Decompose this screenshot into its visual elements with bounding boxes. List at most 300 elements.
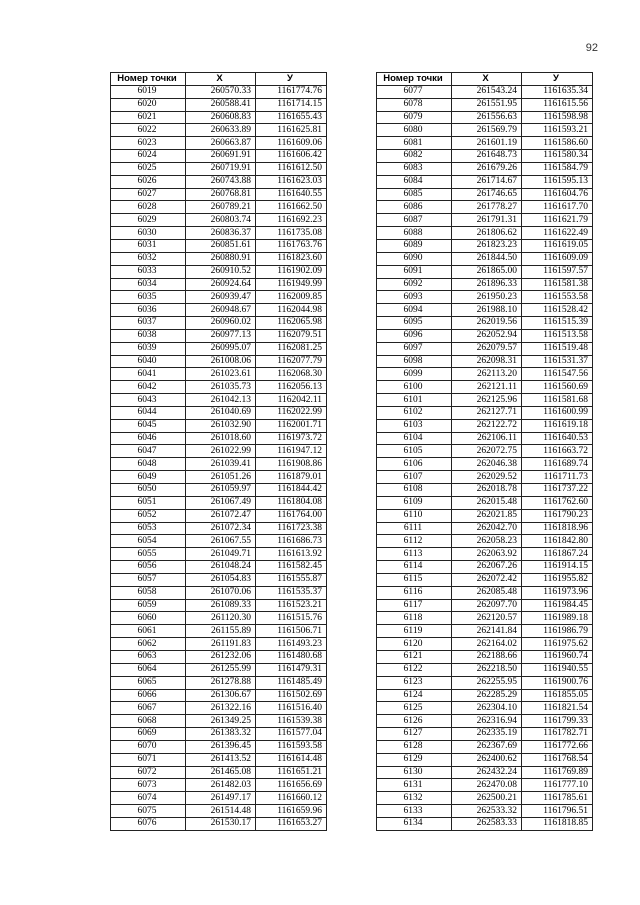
cell-y: 1161818.85: [522, 817, 593, 830]
cell-y: 1161604.76: [522, 188, 593, 201]
cell-x: 262067.26: [452, 561, 522, 574]
cell-y: 1161515.76: [256, 612, 327, 625]
cell-y: 1161782.71: [522, 728, 593, 741]
cell-x: 260836.37: [186, 227, 256, 240]
cell-x: 262470.08: [452, 779, 522, 792]
cell-x: 260924.64: [186, 278, 256, 291]
cell-point-number: 6084: [377, 175, 452, 188]
table-row: [377, 753, 593, 766]
table-row: [377, 586, 593, 599]
cell-y: 1161606.42: [256, 150, 327, 163]
table-row: [377, 188, 593, 201]
cell-y: 1161614.48: [256, 753, 327, 766]
cell-y: 1161593.58: [256, 740, 327, 753]
cell-point-number: 6113: [377, 548, 452, 561]
cell-y: 1161577.04: [256, 728, 327, 741]
cell-point-number: 6090: [377, 252, 452, 265]
table-row: [111, 779, 327, 792]
cell-y: 1161656.69: [256, 779, 327, 792]
cell-x: 261543.24: [452, 85, 522, 98]
cell-x: 261255.99: [186, 663, 256, 676]
cell-y: 1161947.12: [256, 445, 327, 458]
cell-x: 262285.29: [452, 689, 522, 702]
table-row: [111, 137, 327, 150]
table-row: [111, 689, 327, 702]
cell-point-number: 6092: [377, 278, 452, 291]
cell-y: 1161480.68: [256, 650, 327, 663]
cell-x: 262188.66: [452, 650, 522, 663]
cell-y: 1161535.37: [256, 586, 327, 599]
cell-y: 1161506.71: [256, 625, 327, 638]
cell-y: 1161609.06: [256, 137, 327, 150]
cell-x: 261191.83: [186, 638, 256, 651]
table-row: [377, 561, 593, 574]
table-row: [377, 406, 593, 419]
cell-point-number: 6117: [377, 599, 452, 612]
cell-x: 261551.95: [452, 98, 522, 111]
cell-y: 1161768.54: [522, 753, 593, 766]
cell-y: 1161655.43: [256, 111, 327, 124]
table-row: [111, 548, 327, 561]
cell-x: 262500.21: [452, 792, 522, 805]
table-row: [111, 650, 327, 663]
header-point-number: Номер точки: [377, 73, 452, 86]
cell-y: 1161955.82: [522, 573, 593, 586]
cell-y: 1161660.12: [256, 792, 327, 805]
cell-y: 1161617.70: [522, 201, 593, 214]
table-row: [111, 201, 327, 214]
cell-y: 1161612.50: [256, 162, 327, 175]
cell-x: 262218.50: [452, 663, 522, 676]
table-row: [111, 98, 327, 111]
table-row: [111, 214, 327, 227]
cell-y: 1161651.21: [256, 766, 327, 779]
cell-point-number: 6027: [111, 188, 186, 201]
table-row: [377, 612, 593, 625]
cell-x: 260608.83: [186, 111, 256, 124]
cell-point-number: 6103: [377, 419, 452, 432]
table-row: [377, 265, 593, 278]
cell-x: 261232.06: [186, 650, 256, 663]
table-row: [377, 702, 593, 715]
cell-y: 1161975.62: [522, 638, 593, 651]
table-row: [111, 638, 327, 651]
cell-point-number: 6082: [377, 150, 452, 163]
cell-point-number: 6120: [377, 638, 452, 651]
table-row: [377, 137, 593, 150]
table-row: [111, 805, 327, 818]
cell-y: 1161600.99: [522, 406, 593, 419]
cell-x: 260977.13: [186, 329, 256, 342]
cell-x: 262533.32: [452, 805, 522, 818]
table-row: [377, 650, 593, 663]
cell-x: 262079.57: [452, 342, 522, 355]
cell-y: 1161516.40: [256, 702, 327, 715]
cell-point-number: 6110: [377, 509, 452, 522]
cell-point-number: 6111: [377, 522, 452, 535]
cell-x: 260880.91: [186, 252, 256, 265]
cell-y: 1161879.01: [256, 471, 327, 484]
table-row: [111, 368, 327, 381]
table-row: [377, 663, 593, 676]
cell-x: 262029.52: [452, 471, 522, 484]
table-row: [111, 394, 327, 407]
table-row: [111, 715, 327, 728]
cell-y: 1161539.38: [256, 715, 327, 728]
cell-point-number: 6020: [111, 98, 186, 111]
cell-x: 262432.24: [452, 766, 522, 779]
cell-point-number: 6061: [111, 625, 186, 638]
table-row: [111, 458, 327, 471]
table-row: [377, 805, 593, 818]
table-row: [377, 317, 593, 330]
cell-y: 1161711.73: [522, 471, 593, 484]
cell-point-number: 6108: [377, 484, 452, 497]
cell-x: 260743.88: [186, 175, 256, 188]
cell-point-number: 6118: [377, 612, 452, 625]
cell-y: 1161821.54: [522, 702, 593, 715]
table-row: [377, 715, 593, 728]
cell-y: 1161774.76: [256, 85, 327, 98]
cell-point-number: 6068: [111, 715, 186, 728]
table-row: [377, 535, 593, 548]
cell-y: 1161593.21: [522, 124, 593, 137]
cell-point-number: 6021: [111, 111, 186, 124]
table-header-row: [377, 73, 593, 86]
cell-y: 1161818.96: [522, 522, 593, 535]
cell-point-number: 6034: [111, 278, 186, 291]
cell-y: 1161692.23: [256, 214, 327, 227]
cell-x: 261896.33: [452, 278, 522, 291]
cell-point-number: 6038: [111, 329, 186, 342]
cell-y: 1161663.72: [522, 445, 593, 458]
table-row: [377, 458, 593, 471]
cell-y: 1161900.76: [522, 676, 593, 689]
cell-point-number: 6106: [377, 458, 452, 471]
header-x: X: [452, 73, 522, 86]
cell-x: 261482.03: [186, 779, 256, 792]
cell-x: 262255.95: [452, 676, 522, 689]
cell-x: 262583.33: [452, 817, 522, 830]
cell-point-number: 6107: [377, 471, 452, 484]
cell-x: 261120.30: [186, 612, 256, 625]
table-row: [111, 329, 327, 342]
cell-point-number: 6076: [111, 817, 186, 830]
cell-y: 1161842.80: [522, 535, 593, 548]
cell-point-number: 6119: [377, 625, 452, 638]
cell-y: 1161531.37: [522, 355, 593, 368]
table-row: [377, 779, 593, 792]
cell-y: 1161609.09: [522, 252, 593, 265]
table-row: [111, 150, 327, 163]
cell-x: 261070.06: [186, 586, 256, 599]
cell-point-number: 6023: [111, 137, 186, 150]
cell-point-number: 6019: [111, 85, 186, 98]
cell-point-number: 6060: [111, 612, 186, 625]
cell-y: 1162044.98: [256, 304, 327, 317]
cell-x: 261844.50: [452, 252, 522, 265]
cell-point-number: 6047: [111, 445, 186, 458]
cell-point-number: 6129: [377, 753, 452, 766]
cell-y: 1161553.58: [522, 291, 593, 304]
cell-point-number: 6078: [377, 98, 452, 111]
cell-x: 261067.55: [186, 535, 256, 548]
table-row: [111, 817, 327, 830]
cell-point-number: 6067: [111, 702, 186, 715]
cell-point-number: 6055: [111, 548, 186, 561]
table-row: [377, 419, 593, 432]
cell-point-number: 6054: [111, 535, 186, 548]
table-row: [377, 394, 593, 407]
cell-x: 262121.11: [452, 381, 522, 394]
cell-point-number: 6042: [111, 381, 186, 394]
cell-y: 1161493.23: [256, 638, 327, 651]
cell-y: 1161737.22: [522, 484, 593, 497]
cell-point-number: 6050: [111, 484, 186, 497]
cell-point-number: 6053: [111, 522, 186, 535]
cell-x: 260570.33: [186, 85, 256, 98]
cell-y: 1161723.38: [256, 522, 327, 535]
cell-point-number: 6052: [111, 509, 186, 522]
cell-y: 1161586.60: [522, 137, 593, 150]
cell-point-number: 6041: [111, 368, 186, 381]
table-row: [111, 535, 327, 548]
cell-x: 262046.38: [452, 458, 522, 471]
cell-point-number: 6035: [111, 291, 186, 304]
cell-x: 262042.70: [452, 522, 522, 535]
cell-point-number: 6049: [111, 471, 186, 484]
table-row: [111, 522, 327, 535]
cell-y: 1161640.55: [256, 188, 327, 201]
cell-x: 261383.32: [186, 728, 256, 741]
cell-x: 262122.72: [452, 419, 522, 432]
table-row: [377, 689, 593, 702]
cell-y: 1161625.81: [256, 124, 327, 137]
cell-x: 261465.08: [186, 766, 256, 779]
cell-y: 1161580.34: [522, 150, 593, 163]
cell-y: 1161914.15: [522, 561, 593, 574]
cell-y: 1161973.72: [256, 432, 327, 445]
cell-x: 262097.70: [452, 599, 522, 612]
cell-point-number: 6040: [111, 355, 186, 368]
cell-point-number: 6086: [377, 201, 452, 214]
cell-x: 261778.27: [452, 201, 522, 214]
table-row: [377, 239, 593, 252]
cell-x: 262113.20: [452, 368, 522, 381]
table-row: [377, 432, 593, 445]
cell-point-number: 6080: [377, 124, 452, 137]
cell-y: 1161640.53: [522, 432, 593, 445]
cell-point-number: 6099: [377, 368, 452, 381]
table-row: [111, 766, 327, 779]
cell-point-number: 6028: [111, 201, 186, 214]
header-y: У: [256, 73, 327, 86]
cell-point-number: 6048: [111, 458, 186, 471]
cell-x: 261059.97: [186, 484, 256, 497]
cell-y: 1162068.30: [256, 368, 327, 381]
cell-y: 1161619.05: [522, 239, 593, 252]
table-row: [111, 445, 327, 458]
cell-point-number: 6065: [111, 676, 186, 689]
table-row: [111, 239, 327, 252]
table-row: [377, 625, 593, 638]
cell-x: 261714.67: [452, 175, 522, 188]
cell-point-number: 6088: [377, 227, 452, 240]
cell-x: 260789.21: [186, 201, 256, 214]
cell-point-number: 6056: [111, 561, 186, 574]
cell-x: 261569.79: [452, 124, 522, 137]
table-row: [377, 278, 593, 291]
cell-x: 261514.48: [186, 805, 256, 818]
table-row: [111, 419, 327, 432]
cell-y: 1161623.03: [256, 175, 327, 188]
table-row: [377, 509, 593, 522]
cell-point-number: 6063: [111, 650, 186, 663]
cell-x: 261988.10: [452, 304, 522, 317]
cell-x: 262367.69: [452, 740, 522, 753]
cell-x: 261035.73: [186, 381, 256, 394]
cell-point-number: 6126: [377, 715, 452, 728]
cell-point-number: 6093: [377, 291, 452, 304]
cell-y: 1161479.31: [256, 663, 327, 676]
cell-y: 1161619.18: [522, 419, 593, 432]
cell-x: 260939.47: [186, 291, 256, 304]
cell-point-number: 6094: [377, 304, 452, 317]
table-row: [111, 471, 327, 484]
cell-x: 261008.06: [186, 355, 256, 368]
table-row: [111, 304, 327, 317]
cell-point-number: 6029: [111, 214, 186, 227]
table-row: [111, 227, 327, 240]
cell-x: 261791.31: [452, 214, 522, 227]
cell-x: 261556.63: [452, 111, 522, 124]
cell-x: 262106.11: [452, 432, 522, 445]
cell-x: 260995.07: [186, 342, 256, 355]
cell-point-number: 6057: [111, 573, 186, 586]
cell-y: 1161597.57: [522, 265, 593, 278]
table-row: [111, 111, 327, 124]
cell-y: 1161960.74: [522, 650, 593, 663]
cell-y: 1161823.60: [256, 252, 327, 265]
table-row: [111, 175, 327, 188]
cell-y: 1161582.45: [256, 561, 327, 574]
table-row: [111, 573, 327, 586]
cell-x: 260663.87: [186, 137, 256, 150]
cell-x: 261032.90: [186, 419, 256, 432]
cell-y: 1161598.98: [522, 111, 593, 124]
cell-x: 262063.92: [452, 548, 522, 561]
cell-y: 1161662.50: [256, 201, 327, 214]
cell-y: 1161615.56: [522, 98, 593, 111]
cell-y: 1161867.24: [522, 548, 593, 561]
cell-point-number: 6116: [377, 586, 452, 599]
table-row: [377, 638, 593, 651]
cell-x: 261823.23: [452, 239, 522, 252]
cell-x: 261072.34: [186, 522, 256, 535]
cell-point-number: 6101: [377, 394, 452, 407]
cell-y: 1161735.08: [256, 227, 327, 240]
table-row: [377, 175, 593, 188]
cell-point-number: 6105: [377, 445, 452, 458]
cell-x: 262141.84: [452, 625, 522, 638]
cell-x: 260851.61: [186, 239, 256, 252]
cell-y: 1162065.98: [256, 317, 327, 330]
table-row: [111, 586, 327, 599]
cell-x: 261648.73: [452, 150, 522, 163]
cell-x: 262400.62: [452, 753, 522, 766]
table-row: [377, 162, 593, 175]
cell-y: 1161940.55: [522, 663, 593, 676]
table-row: [377, 227, 593, 240]
table-row: [377, 471, 593, 484]
cell-y: 1161595.13: [522, 175, 593, 188]
cell-point-number: 6091: [377, 265, 452, 278]
coordinates-table-right: [376, 72, 593, 831]
cell-y: 1162042.11: [256, 394, 327, 407]
cell-x: 261089.33: [186, 599, 256, 612]
cell-y: 1161986.79: [522, 625, 593, 638]
table-row: [111, 612, 327, 625]
header-y: У: [522, 73, 593, 86]
cell-y: 1161635.34: [522, 85, 593, 98]
cell-x: 262072.42: [452, 573, 522, 586]
table-row: [111, 496, 327, 509]
cell-point-number: 6070: [111, 740, 186, 753]
cell-x: 261042.13: [186, 394, 256, 407]
cell-point-number: 6079: [377, 111, 452, 124]
table-row: [377, 740, 593, 753]
cell-x: 260910.52: [186, 265, 256, 278]
cell-y: 1161844.42: [256, 484, 327, 497]
cell-x: 261054.83: [186, 573, 256, 586]
table-row: [111, 561, 327, 574]
cell-y: 1161622.49: [522, 227, 593, 240]
cell-x: 261497.17: [186, 792, 256, 805]
table-body: [111, 85, 327, 830]
cell-y: 1161686.73: [256, 535, 327, 548]
cell-point-number: 6087: [377, 214, 452, 227]
cell-point-number: 6133: [377, 805, 452, 818]
table-row: [377, 252, 593, 265]
cell-point-number: 6039: [111, 342, 186, 355]
cell-y: 1161790.23: [522, 509, 593, 522]
cell-point-number: 6071: [111, 753, 186, 766]
table-row: [377, 291, 593, 304]
cell-point-number: 6128: [377, 740, 452, 753]
cell-y: 1161485.49: [256, 676, 327, 689]
table-row: [377, 342, 593, 355]
cell-point-number: 6098: [377, 355, 452, 368]
cell-y: 1161769.89: [522, 766, 593, 779]
cell-x: 262019.56: [452, 317, 522, 330]
table-row: [111, 432, 327, 445]
table-row: [111, 676, 327, 689]
table-row: [377, 124, 593, 137]
table-row: [377, 85, 593, 98]
table-row: [111, 740, 327, 753]
table-row: [111, 188, 327, 201]
cell-point-number: 6131: [377, 779, 452, 792]
table-row: [111, 509, 327, 522]
table-row: [377, 150, 593, 163]
cell-point-number: 6059: [111, 599, 186, 612]
cell-point-number: 6132: [377, 792, 452, 805]
table-row: [377, 214, 593, 227]
cell-x: 261049.71: [186, 548, 256, 561]
cell-x: 261530.17: [186, 817, 256, 830]
cell-x: 260588.41: [186, 98, 256, 111]
table-row: [377, 98, 593, 111]
